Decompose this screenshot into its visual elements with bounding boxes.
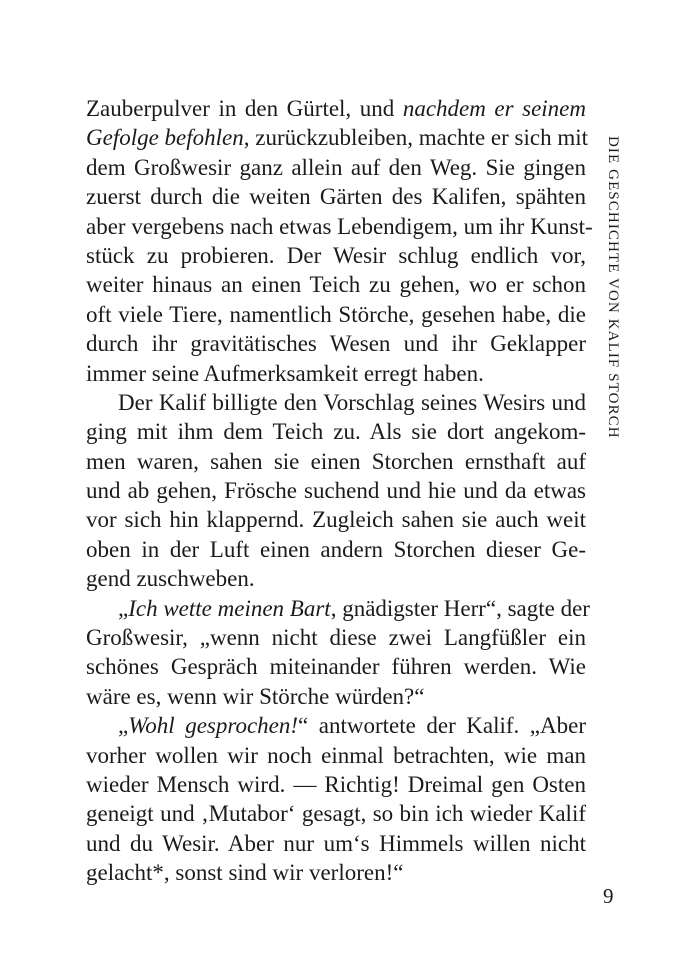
text-line-27: gelacht*, sonst sind wir verloren!“ [86, 860, 404, 886]
book-text [86, 94, 593, 888]
text-line-5: aber vergebens nach etwas Lebendigem, um ihr Kunst- [86, 213, 593, 239]
text-line-18: „Ich wette meinen Bart, gnädigster Herr“, sagte der [118, 595, 590, 621]
text-line-19: Großwesir, „wenn nicht diese zwei Langfüßler ein [86, 625, 586, 651]
text-line-2: Gefolge befohlen, zurückzubleiben, machte er sich mit [86, 125, 588, 151]
text-line-24: wieder Mensch wird. — Richtig! Dreimal gen Osten [86, 771, 586, 797]
running-head: DIE GESCHICHTE VON KALIF STORCH [605, 135, 621, 439]
text-line-9: durch ihr gravitätisches Wesen und ihr Geklapper [86, 331, 586, 357]
text-line-17: gend zuschweben. [86, 566, 255, 592]
text-line-4: zuerst durch die weiten Gärten des Kalifen, spähten [86, 184, 586, 210]
text-line-25: geneigt und ‚Mutabor‘ gesagt, so bin ich wieder Kalif [86, 801, 586, 827]
page-number: 9 [603, 884, 614, 908]
text-line-23: vorher wollen wir noch einmal betrachten, wie man [86, 742, 586, 768]
text-line-6: stück zu probieren. Der Wesir schlug endlich vor, [86, 242, 586, 268]
text-line-13: men waren, sahen sie einen Storchen ernsthaft auf [86, 448, 586, 474]
text-line-1: Zauberpulver in den Gürtel, und nachdem er seinem [86, 96, 586, 121]
text-line-11: Der Kalif billigte den Vorschlag seines Wesirs und [118, 389, 586, 415]
text-line-16: oben in der Luft einen andern Storchen dieser Ge- [86, 536, 586, 562]
text-line-7: weiter hinaus an einen Teich zu gehen, wo er schon [86, 272, 586, 298]
text-line-12: ging mit ihm dem Teich zu. Als sie dort angekom- [86, 419, 586, 445]
text-line-3: dem Großwesir ganz allein auf den Weg. Sie gingen [86, 154, 586, 180]
text-line-8: oft viele Tiere, namentlich Störche, gesehen habe, die [86, 301, 586, 327]
text-line-21: wäre es, wenn wir Störche würden?“ [86, 683, 425, 709]
text-line-20: schönes Gespräch miteinander führen werden. Wie [86, 654, 586, 680]
text-line-14: und ab gehen, Frösche suchend und hie und da etwas [86, 478, 586, 504]
text-line-26: und du Wesir. Aber nur um‘s Himmels willen nicht [86, 830, 586, 856]
text-line-22: „Wohl gesprochen!“ antwortete der Kalif. „Aber [118, 713, 586, 739]
text-line-10: immer seine Aufmerksamkeit erregt haben. [86, 360, 484, 386]
text-line-15: vor sich hin klappernd. Zugleich sahen sie auch weit [86, 507, 586, 533]
